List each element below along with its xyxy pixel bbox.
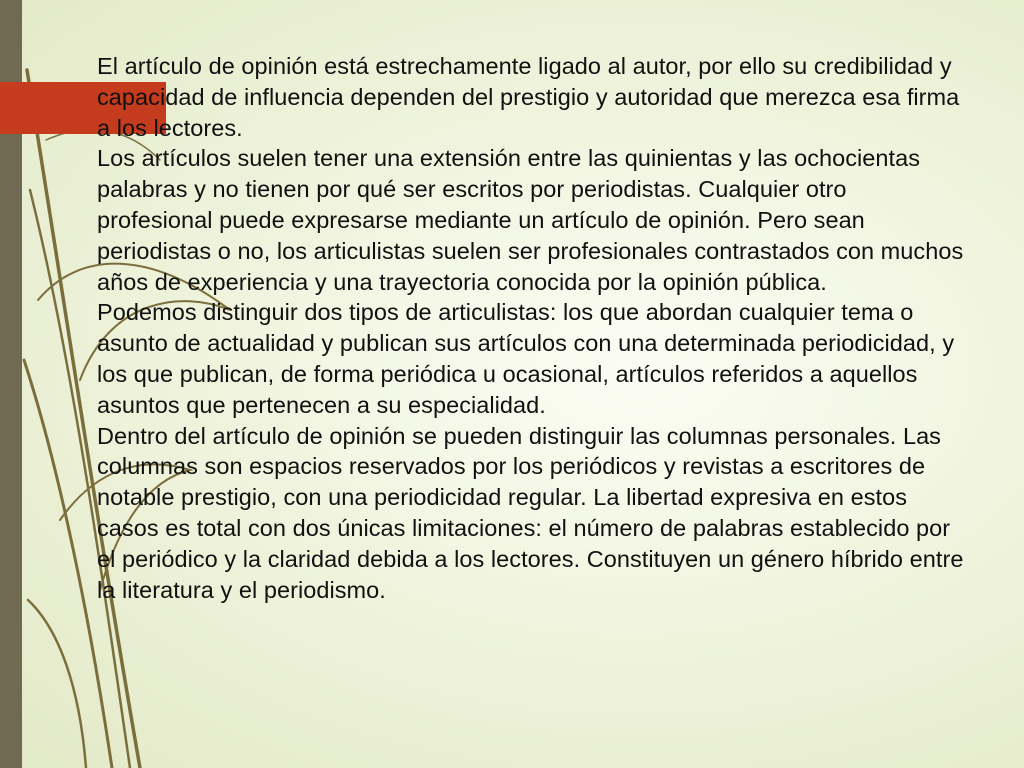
slide-body-text <box>97 51 967 605</box>
paragraph-author-credibility: El artículo de opinión está estrechamente ligado al autor, por ello su credibilidad y capacidad de influencia dependen del prestigio y autoridad que merezca esa firma a los lectores. <box>97 53 960 141</box>
paragraph-personal-columns: Dentro del artículo de opinión se pueden distinguir las columnas personales. Las columnas son espacios reservados por los periódicos y revistas a escritores de notable prestigio, con una periodicidad regular. La libertad expresiva en estos casos es total con dos únicas limitaciones: el número de palabras establecido por el periódico y la claridad debida a los lectores. Constituyen un género híbrido entre la literatura y el periodismo. <box>97 422 964 603</box>
paragraph-columnist-types: Podemos distinguir dos tipos de articulistas: los que abordan cualquier tema o asunto de actualidad y publican sus artículos con una determinada periodicidad, y los que publican, de forma periódica u ocasional, artículos referidos a aquellos asuntos que pertenecen a su especialidad. <box>97 299 955 418</box>
paragraph-article-length: Los artículos suelen tener una extensión entre las quinientas y las ochocientas palabras y no tienen por qué ser escritos por periodistas. Cualquier otro profesional puede expresarse mediante un artículo de opinión. Pero sean periodistas o no, los articulistas suelen ser profesionales contrastados con muchos años de experiencia y una trayectoria conocida por la opinión pública. <box>97 145 964 295</box>
